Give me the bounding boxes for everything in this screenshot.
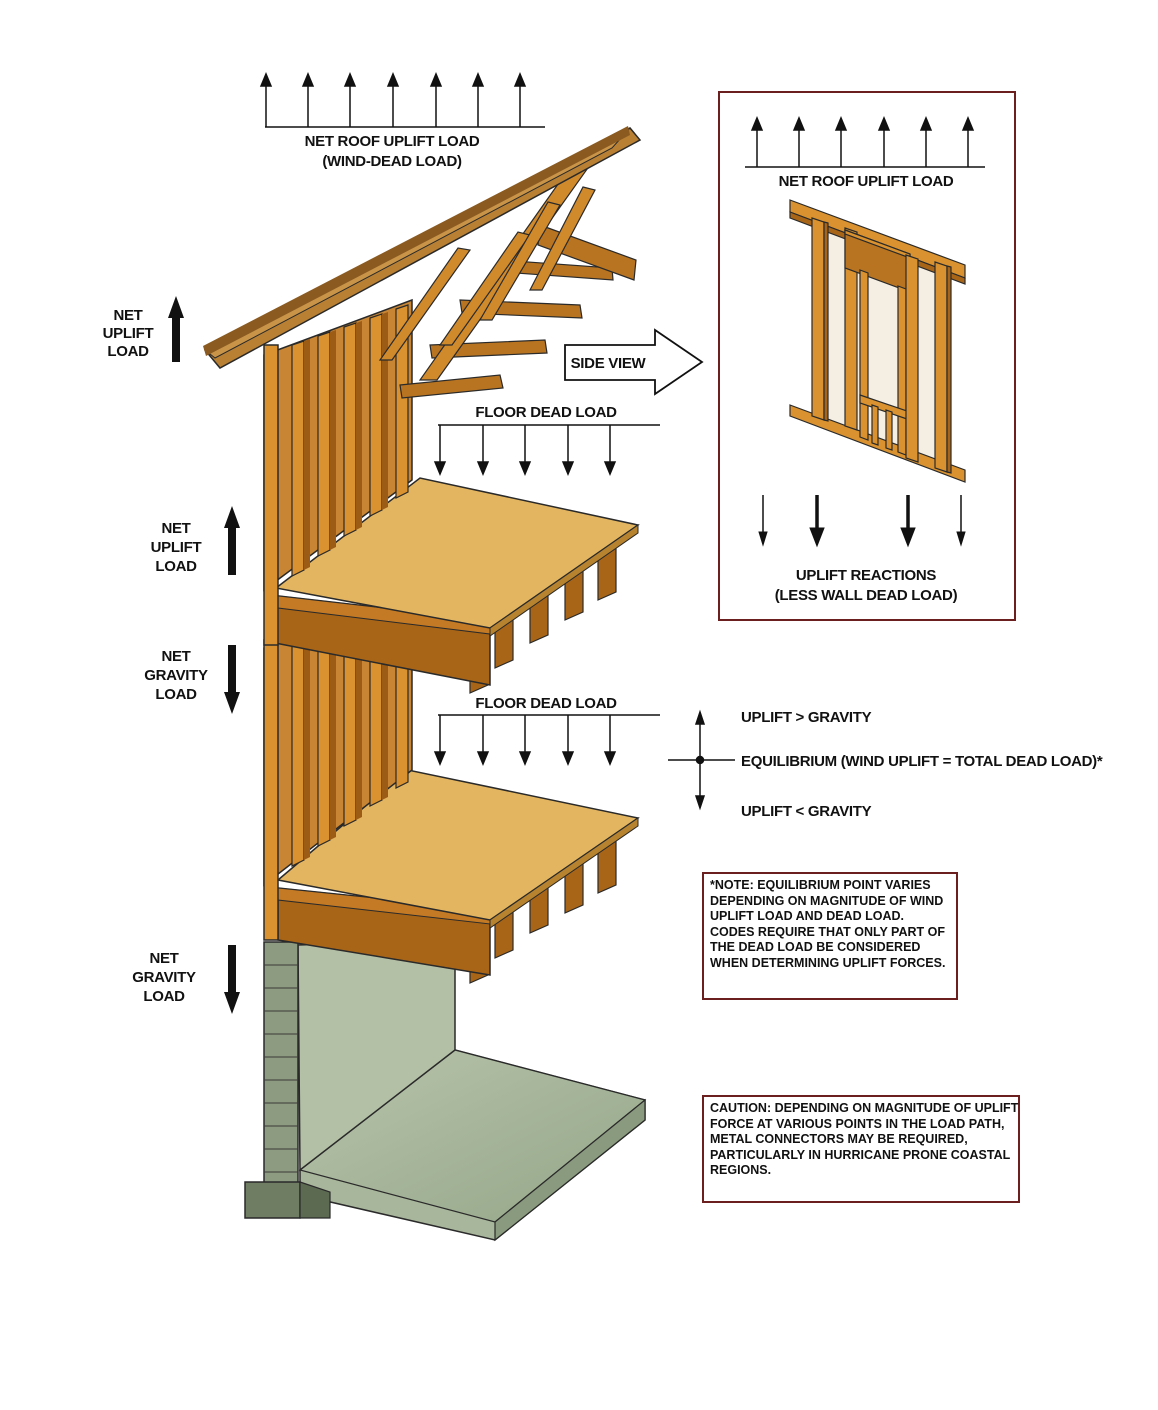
floor-load-arrow	[563, 425, 573, 474]
legend-uplift-less: UPLIFT < GRAVITY	[741, 803, 872, 820]
caution-line: METAL CONNECTORS MAY BE REQUIRED,	[710, 1132, 968, 1146]
floor-load-arrow	[605, 715, 615, 764]
net-uplift-arrow-second	[224, 506, 240, 575]
caution-line: REGIONS.	[710, 1163, 772, 1177]
left-label-bottom-1: NET	[149, 950, 179, 967]
floor-load-arrow	[435, 425, 445, 474]
side-view-label: SIDE VIEW	[570, 355, 646, 372]
lower-floor-dead-load-label: FLOOR DEAD LOAD	[475, 695, 617, 712]
caution-line: FORCE AT VARIOUS POINTS IN THE LOAD PATH,	[710, 1116, 1005, 1131]
note-line: *NOTE: EQUILIBRIUM POINT VARIES	[710, 878, 931, 892]
left-label-top-1: NET	[113, 307, 143, 324]
note-line: THE DEAD LOAD BE CONSIDERED	[710, 940, 921, 954]
side-view-reactions-label: UPLIFT REACTIONS	[795, 567, 937, 584]
left-label-third-2: GRAVITY	[144, 667, 208, 684]
side-view-reactions-sublabel: (LESS WALL DEAD LOAD)	[774, 587, 958, 604]
roof-uplift-sublabel: (WIND-DEAD LOAD)	[322, 153, 462, 170]
caution-line: PARTICULARLY IN HURRICANE PRONE COASTAL	[710, 1147, 1011, 1162]
floor-load-arrow	[520, 425, 530, 474]
equilibrium-note-box	[702, 872, 958, 1000]
floor-load-arrow	[563, 715, 573, 764]
upper-floor-dead-load-arrows	[435, 425, 660, 474]
roof-uplift-label: NET ROOF UPLIFT LOAD	[304, 133, 480, 150]
note-line: DEPENDING ON MAGNITUDE OF WIND	[710, 893, 944, 908]
side-view-roof-label: NET ROOF UPLIFT LOAD	[778, 173, 954, 190]
footing	[245, 1182, 300, 1218]
left-label-top-3: LOAD	[107, 343, 149, 360]
net-gravity-arrow-third	[224, 645, 240, 714]
legend-uplift-greater: UPLIFT > GRAVITY	[741, 709, 872, 726]
legend-equilibrium: EQUILIBRIUM (WIND UPLIFT = TOTAL DEAD LOAD)*	[741, 753, 1103, 770]
floor-load-arrow	[478, 715, 488, 764]
roof-uplift-arrow	[303, 74, 313, 127]
block-wall	[264, 942, 298, 1192]
floor-load-arrow	[520, 715, 530, 764]
left-label-bottom-2: GRAVITY	[132, 969, 196, 986]
equilibrium-legend-symbol	[668, 712, 735, 808]
caution-line: CAUTION: DEPENDING ON MAGNITUDE OF UPLIFT	[710, 1101, 1019, 1115]
roof-uplift-arrow	[473, 74, 483, 127]
left-label-top-2: UPLIFT	[102, 325, 154, 342]
left-label-second-2: UPLIFT	[150, 539, 202, 556]
floor-load-arrow	[435, 715, 445, 764]
net-gravity-arrow-bottom	[224, 945, 240, 1014]
roof-uplift-arrows	[261, 74, 545, 127]
foundation	[245, 940, 645, 1240]
note-line: CODES REQUIRE THAT ONLY PART OF	[710, 924, 945, 939]
left-label-second-1: NET	[161, 520, 191, 537]
upper-floor-dead-load-label: FLOOR DEAD LOAD	[475, 404, 617, 421]
roof-uplift-arrow	[345, 74, 355, 127]
note-line: UPLIFT LOAD AND DEAD LOAD.	[710, 909, 904, 923]
caution-box	[702, 1095, 1020, 1203]
left-label-third-1: NET	[161, 648, 191, 665]
left-label-third-3: LOAD	[155, 686, 197, 703]
lower-floor-dead-load-arrows	[435, 715, 660, 764]
roof-uplift-arrow	[388, 74, 398, 127]
left-label-second-3: LOAD	[155, 558, 197, 575]
roof-uplift-arrow	[431, 74, 441, 127]
roof-uplift-arrow	[515, 74, 525, 127]
left-label-bottom-3: LOAD	[143, 988, 185, 1005]
note-line: WHEN DETERMINING UPLIFT FORCES.	[710, 955, 946, 970]
roof-uplift-arrow	[261, 74, 271, 127]
floor-load-arrow	[478, 425, 488, 474]
net-uplift-arrow-top	[168, 296, 184, 362]
floor-load-arrow	[605, 425, 615, 474]
